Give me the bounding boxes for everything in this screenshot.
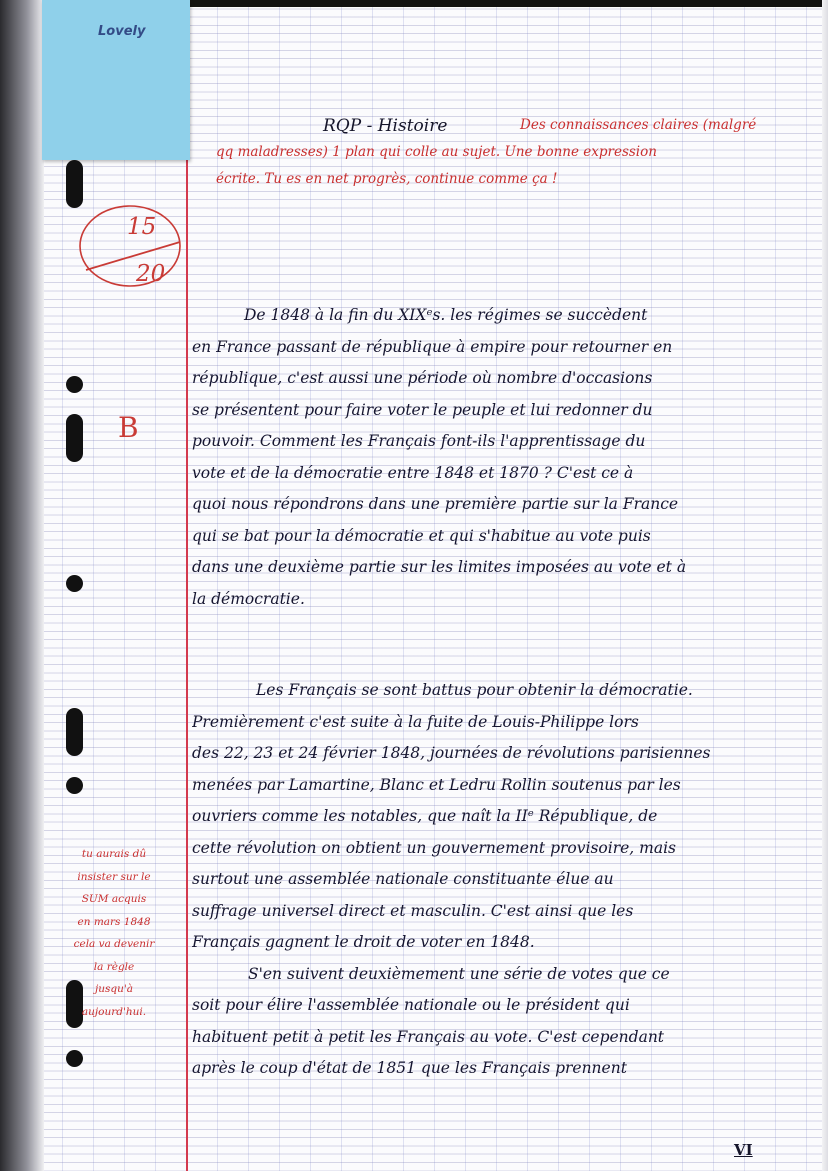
text-line: habituent petit à petit les Français au vote. C'est cependant [192,1027,665,1046]
red-margin-line [186,0,188,1171]
note-line: aujourd'hui. [81,1005,147,1018]
text-line: Français gagnent le droit de voter en 1848. [192,933,535,951]
note-line: la règle [93,960,135,973]
text-line: des 22, 23 et 24 février 1848, journées de révolutions parisiennes [192,744,711,762]
text-line: après le coup d'état de 1851 que les Français prennent [192,1059,627,1077]
binder-hole [66,575,83,592]
text-line: en France passant de république à empire pour retourner en [192,337,673,356]
text-line: Premièrement c'est suite à la fuite de Louis-Philippe lors [192,712,639,731]
page-top-edge [150,0,828,7]
text-line: la démocratie. [192,589,305,608]
binder-slot [66,708,83,756]
text-line: surtout une assemblée nationale constituante élue au [192,870,614,888]
note-line: cela va devenir [73,938,155,950]
text-line: soit pour élire l'assemblée nationale ou le président qui [192,996,630,1014]
first-part-paragraph [192,675,772,1085]
note-line: tu aurais dû [81,848,147,860]
note-line: SUM acquis [81,893,147,905]
text-line: quoi nous répondrons dans une première partie sur la France [192,495,679,513]
grade-total: 20 [136,261,166,287]
note-line: insister sur le [77,870,151,883]
text-line: ouvriers comme les notables, que naît la IIᵉ République, de [192,807,658,825]
teacher-comment [216,112,791,193]
teacher-margin-note [50,843,178,1023]
page-number: VI [734,1141,753,1159]
text-line: menées par Lamartine, Blanc et Ledru Rollin soutenus par les [192,775,681,794]
page-title: RQP - Histoire [323,116,448,136]
text-line: S'en suivent deuxièmement une série de votes que ce [248,964,670,983]
text-line: dans une deuxième partie sur les limites imposées au vote et à [192,558,687,576]
text-line: vote et de la démocratie entre 1848 et 1870 ? C'est ce à [192,463,634,482]
text-line: Les Français se sont battus pour obtenir la démocratie. [256,681,693,699]
text-line: pouvoir. Comment les Français font-ils l'apprentissage du [192,432,646,450]
page-right-edge [822,0,828,1171]
grade-circle [76,198,186,294]
sticky-note-brand: Lovely [98,24,146,39]
note-line: en mars 1848 [77,915,151,928]
comment-line: Des connaissances claires (malgré [520,117,757,133]
grade-score: 15 [127,214,157,240]
text-line: De 1848 à la fin du XIXᵉs. les régimes se succèdent [244,306,648,324]
text-line: qui se bat pour la démocratie et qui s'habitue au vote puis [192,526,651,545]
text-line: cette révolution on obtient un gouvernement provisoire, mais [192,838,676,857]
binder-hole [66,1050,83,1067]
comment-line: qq maladresses) 1 plan qui colle au sujet. Une bonne expression [216,144,657,160]
page-left-shadow [0,0,44,1171]
binder-hole [66,777,83,794]
comment-line: écrite. Tu es en net progrès, continue comme ça ! [216,171,558,187]
text-line: se présentent pour faire voter le peuple et lui redonner du [192,400,653,419]
margin-mark: B [118,411,139,444]
text-line: suffrage universel direct et masculin. C'est ainsi que les [192,901,634,920]
note-line: jusqu'à [94,983,134,995]
text-line: république, c'est aussi une période où nombre d'occasions [192,369,653,387]
introduction-paragraph [192,300,772,615]
binder-slot [66,414,83,462]
binder-hole [66,376,83,393]
